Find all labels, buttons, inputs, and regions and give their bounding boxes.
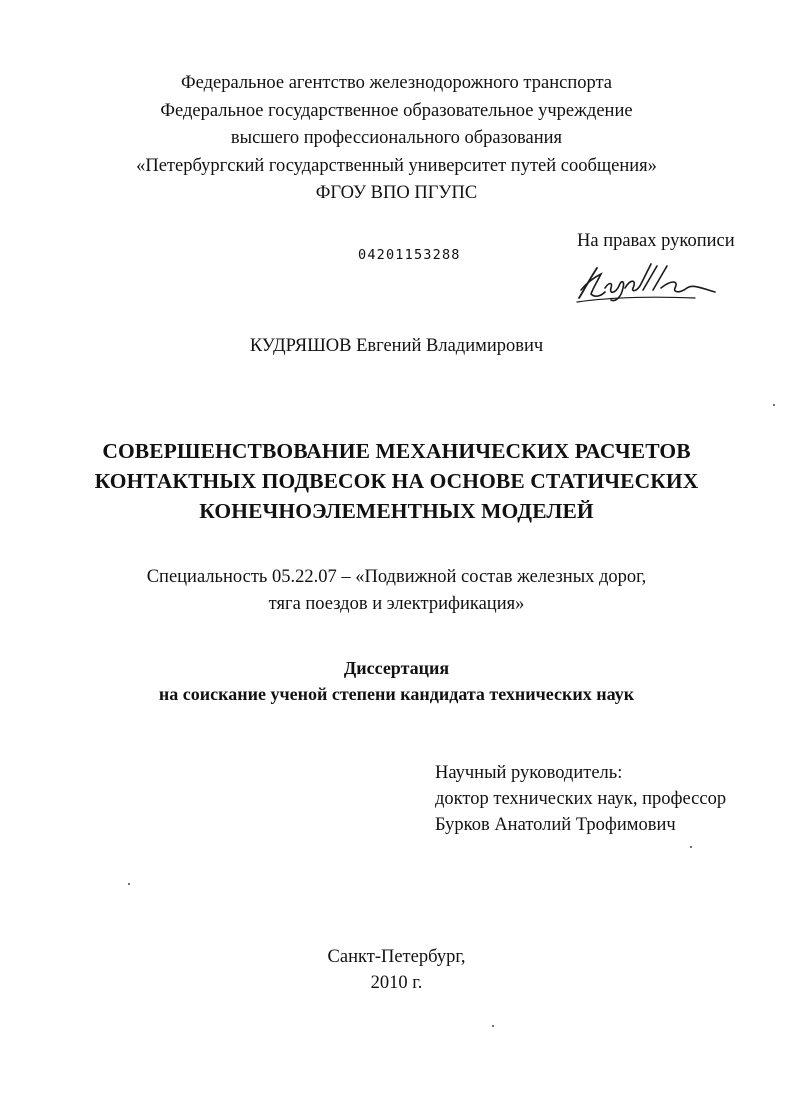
specialty-line-1: Специальность 05.22.07 – «Подвижной состав железных дорог, — [146, 567, 647, 587]
advisor-block — [435, 760, 726, 838]
scan-speck — [128, 883, 130, 885]
author-name: КУДРЯШОВ Евгений Владимирович — [249, 336, 544, 356]
advisor-degree: доктор технических наук, профессор — [435, 789, 727, 809]
manuscript-rights: На правах рукописи — [577, 231, 735, 251]
scan-speck — [773, 404, 775, 406]
author-signature — [575, 258, 725, 308]
advisor-name: Бурков Анатолий Трофимович — [435, 815, 676, 835]
org-line-education: высшего профессионального образования — [230, 128, 563, 148]
dissertation-label: Диссертация — [343, 658, 450, 678]
title-line-3: КОНЕЧНОЭЛЕМЕНТНЫХ МОДЕЛЕЙ — [199, 499, 594, 523]
org-line-institution: Федеральное государственное образовательное учреждение — [160, 101, 633, 121]
org-line-abbreviation: ФГОУ ВПО ПГУПС — [315, 183, 478, 203]
title-line-2: КОНТАКТНЫХ ПОДВЕСОК НА ОСНОВЕ СТАТИЧЕСКИХ — [94, 469, 699, 493]
dissertation-purpose: на соискание ученой степени кандидата технических наук — [158, 684, 635, 704]
org-line-university: «Петербургский государственный университет путей сообщения» — [136, 156, 657, 176]
org-line-agency: Федеральное агентство железнодорожного транспорта — [180, 73, 612, 93]
catalog-number: 04201153288 — [358, 247, 461, 263]
footer-year: 2010 г. — [370, 973, 423, 993]
advisor-role: Научный руководитель: — [435, 763, 623, 783]
title-line-1: СОВЕРШЕНСТВОВАНИЕ МЕХАНИЧЕСКИХ РАСЧЕТОВ — [102, 439, 691, 463]
footer-city: Санкт-Петербург, — [327, 947, 466, 967]
specialty-line-2: тяга поездов и электрификация» — [268, 594, 525, 614]
scan-speck — [690, 846, 692, 848]
scan-speck — [492, 1025, 494, 1027]
